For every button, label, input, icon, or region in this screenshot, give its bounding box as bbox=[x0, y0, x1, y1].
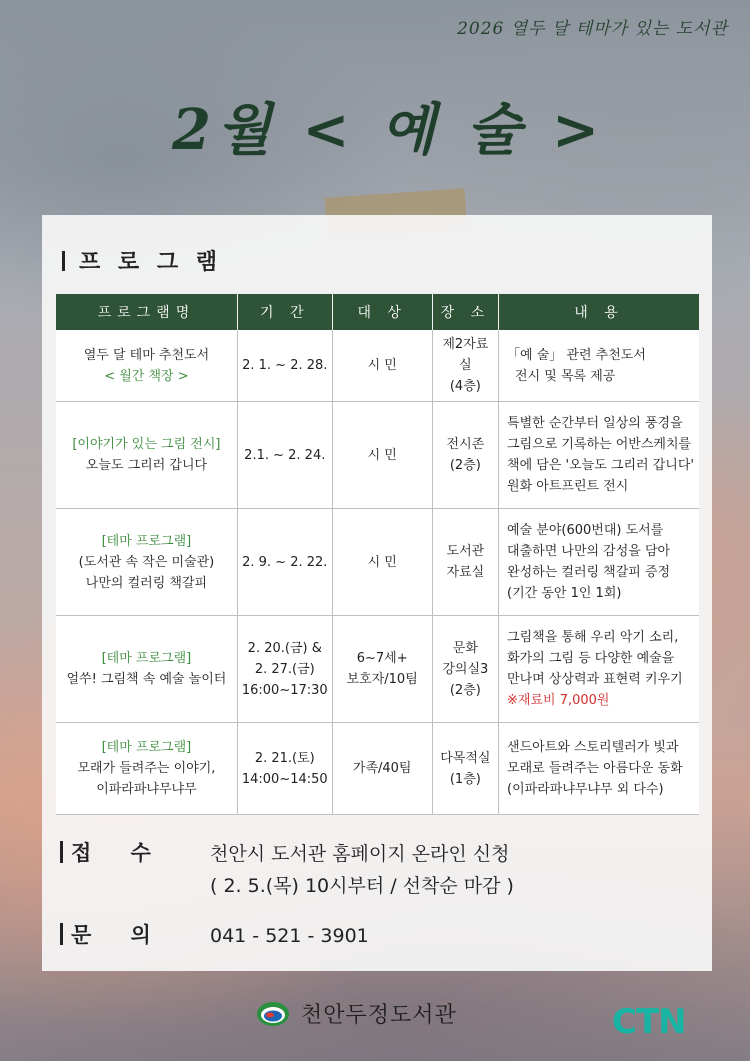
heading-bar-icon bbox=[62, 251, 65, 271]
place-line: 문화 bbox=[452, 640, 478, 656]
content-cell bbox=[499, 402, 699, 509]
program-name: 이파라파냐무냐무 bbox=[96, 782, 197, 797]
program-table bbox=[56, 294, 699, 815]
program-name: 얼쑤! 그림책 속 예술 놀이터 bbox=[66, 672, 227, 687]
content-line: 그림책을 통해 우리 악기 소리, bbox=[507, 630, 679, 645]
target-line: 보호자/10팀 bbox=[346, 672, 418, 687]
content-cell bbox=[499, 509, 699, 616]
program-tag: < 월간 책장 > bbox=[104, 368, 189, 384]
content-line: 만나며 상상력과 표현력 키우기 bbox=[507, 672, 683, 687]
material-fee-note: ※재료비 7,000원 bbox=[507, 693, 610, 708]
period-cell bbox=[237, 723, 332, 815]
label-bar-icon bbox=[60, 841, 63, 863]
column-header: 장 소 bbox=[432, 294, 498, 330]
reception-value: 천안시 도서관 홈페이지 온라인 신청 bbox=[210, 843, 510, 865]
place-cell bbox=[432, 330, 498, 402]
program-name-cell bbox=[56, 723, 237, 815]
program-name: 모래가 들려주는 이야기, bbox=[77, 761, 216, 776]
place-line: 제2자료실 bbox=[442, 337, 489, 373]
period-line: 2. 20.(금) & bbox=[247, 640, 322, 656]
content-line: 책에 담은 '오늘도 그리러 갑니다' bbox=[507, 458, 694, 473]
inquiry-value: 041 - 521 - 3901 bbox=[210, 925, 369, 947]
program-name-cell bbox=[56, 616, 237, 723]
city-emblem-icon bbox=[255, 999, 291, 1029]
label-bar-icon bbox=[60, 923, 63, 945]
target-cell: 가족/40팀 bbox=[332, 723, 432, 815]
program-name-cell bbox=[56, 402, 237, 509]
program-tag: [테마 프로그램] bbox=[101, 533, 192, 549]
column-header: 내 용 bbox=[499, 294, 699, 330]
section-heading-text: 프 로 그 램 bbox=[79, 250, 222, 275]
program-name-cell bbox=[56, 509, 237, 616]
period-cell: 2. 1. ~ 2. 28. bbox=[237, 330, 332, 402]
target-line: 6~7세+ bbox=[356, 651, 408, 666]
content-line: 모래로 들려주는 아름다운 동화 bbox=[507, 761, 683, 776]
table-row bbox=[56, 402, 699, 509]
column-header: 프로그램명 bbox=[56, 294, 237, 330]
column-header: 기 간 bbox=[237, 294, 332, 330]
content-line: 전시 및 목록 제공 bbox=[515, 368, 616, 384]
table-row bbox=[56, 330, 699, 402]
target-cell bbox=[332, 616, 432, 723]
content-line: 예술 분야(600번대) 도서를 bbox=[507, 523, 664, 538]
period-line: 2. 21.(토) bbox=[254, 750, 315, 766]
table-row bbox=[56, 509, 699, 616]
program-name: (도서관 속 작은 미술관) bbox=[78, 554, 215, 570]
content-line: 특별한 순간부터 일상의 풍경을 bbox=[507, 416, 683, 431]
place-line: 전시존 bbox=[446, 437, 485, 452]
period-cell bbox=[237, 616, 332, 723]
target-cell: 시 민 bbox=[332, 402, 432, 509]
program-name: 나만의 컬러링 책갈피 bbox=[85, 575, 208, 591]
content-line: 완성하는 컬러링 책갈피 증정 bbox=[507, 565, 671, 580]
place-cell bbox=[432, 509, 498, 616]
library-name: 천안두정도서관 bbox=[301, 1003, 457, 1028]
content-line: 대출하면 나만의 감성을 담아 bbox=[507, 544, 671, 559]
reception-sub: ( 2. 5.(목) 10시부터 / 선착순 마감 ) bbox=[210, 875, 514, 897]
target-cell: 시 민 bbox=[332, 330, 432, 402]
content-panel bbox=[42, 215, 712, 971]
content-line: 화가의 그림 등 다양한 예술을 bbox=[507, 651, 675, 666]
inquiry-label-wrap bbox=[60, 919, 198, 949]
period-cell: 2.1. ~ 2. 24. bbox=[237, 402, 332, 509]
content-cell bbox=[499, 616, 699, 723]
content-line: 원화 아트프린트 전시 bbox=[507, 479, 629, 494]
place-line: 도서관 bbox=[446, 544, 485, 559]
program-name-cell bbox=[56, 330, 237, 402]
ctn-logo: CTN bbox=[612, 1002, 686, 1042]
content-line: 샌드아트와 스토리텔러가 빛과 bbox=[507, 740, 679, 755]
content-line: 「예 술」 관련 추천도서 bbox=[507, 347, 646, 363]
period-cell: 2. 9. ~ 2. 22. bbox=[237, 509, 332, 616]
place-line: 다목적실 bbox=[440, 750, 491, 766]
place-line: 자료실 bbox=[446, 565, 485, 580]
place-line: (4층) bbox=[449, 379, 481, 394]
program-name: 열두 달 테마 추천도서 bbox=[83, 347, 210, 363]
program-name: 오늘도 그리러 갑니다 bbox=[85, 458, 208, 473]
column-header: 대 상 bbox=[332, 294, 432, 330]
place-cell bbox=[432, 723, 498, 815]
program-tag: [테마 프로그램] bbox=[101, 651, 192, 666]
content-line: (기간 동안 1인 1회) bbox=[507, 586, 622, 601]
content-cell bbox=[499, 330, 699, 402]
content-line: (이파라파냐무냐무 외 다수) bbox=[507, 782, 664, 797]
period-line: 14:00~14:50 bbox=[241, 771, 328, 787]
section-heading bbox=[62, 245, 222, 276]
target-cell: 시 민 bbox=[332, 509, 432, 616]
table-row bbox=[56, 616, 699, 723]
table-header-row bbox=[56, 294, 699, 330]
place-line: 강의실3 bbox=[442, 661, 489, 677]
place-line: (1층) bbox=[449, 771, 481, 787]
place-line: (2층) bbox=[449, 458, 481, 473]
content-line: 그림으로 기록하는 어반스케치를 bbox=[507, 437, 692, 452]
period-line: 2. 27.(금) bbox=[254, 661, 315, 677]
program-tag: [테마 프로그램] bbox=[101, 740, 192, 755]
inquiry-row bbox=[60, 919, 369, 949]
reception-row bbox=[60, 837, 509, 867]
place-cell bbox=[432, 616, 498, 723]
reception-label-wrap bbox=[60, 837, 198, 867]
program-tag: [이야기가 있는 그림 전시] bbox=[72, 437, 221, 452]
inquiry-label: 문 의 bbox=[71, 923, 153, 947]
library-logo bbox=[255, 998, 457, 1029]
series-title: 2026 열두 달 테마가 있는 도서관 bbox=[457, 19, 728, 39]
month-title: 2월 < 예 술 > bbox=[172, 97, 606, 163]
period-line: 16:00~17:30 bbox=[241, 682, 328, 698]
table-row bbox=[56, 723, 699, 815]
place-cell bbox=[432, 402, 498, 509]
place-line: (2층) bbox=[449, 682, 481, 698]
reception-label: 접 수 bbox=[71, 841, 153, 865]
content-cell bbox=[499, 723, 699, 815]
